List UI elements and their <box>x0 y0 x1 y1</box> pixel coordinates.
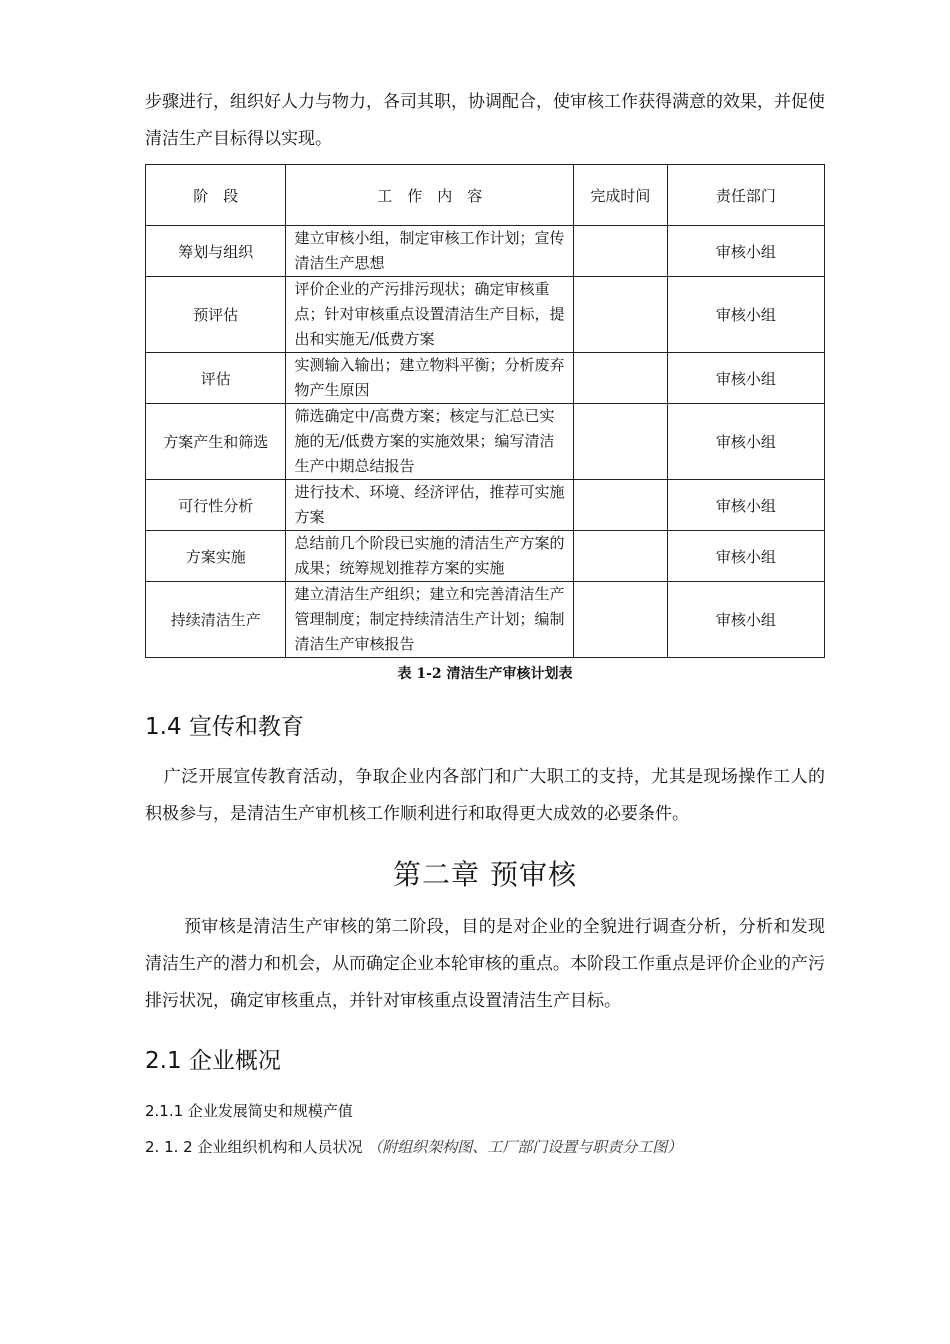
table-row <box>146 277 825 353</box>
subsection-2-1-1: 2.1.1 企业发展简史和规模产值 <box>145 1102 353 1120</box>
subsection-2-1-2 <box>145 1129 825 1165</box>
stage-cell: 方案实施 <box>146 531 286 582</box>
dept-cell: 审核小组 <box>667 226 824 277</box>
chapter-title: 第二章 预审核 <box>393 858 577 891</box>
time-cell <box>574 226 668 277</box>
stage-cell: 评估 <box>146 353 286 404</box>
table-caption: 表 1-2 清洁生产审核计划表 <box>397 666 573 682</box>
dept-cell: 审核小组 <box>667 404 824 480</box>
content-cell: 进行技术、环境、经济评估，推荐可实施方案 <box>286 480 574 531</box>
time-cell <box>574 404 668 480</box>
table-row <box>146 582 825 658</box>
table-row <box>146 531 825 582</box>
stage-cell: 持续清洁生产 <box>146 582 286 658</box>
time-cell <box>574 531 668 582</box>
header-content: 工 作 内 容 <box>286 165 574 226</box>
stage-cell: 方案产生和筛选 <box>146 404 286 480</box>
content-cell: 实测输入输出；建立物料平衡；分析废弃物产生原因 <box>286 353 574 404</box>
dept-cell: 审核小组 <box>667 353 824 404</box>
stage-cell: 筹划与组织 <box>146 226 286 277</box>
table-row <box>146 480 825 531</box>
dept-cell: 审核小组 <box>667 277 824 353</box>
content-cell: 建立清洁生产组织；建立和完善清洁生产管理制度；制定持续清洁生产计划；编制清洁生产审核报告 <box>286 582 574 658</box>
dept-cell: 审核小组 <box>667 582 824 658</box>
subsection-2-1-2-title: 2. 1. 2 企业组织机构和人员状况 <box>145 1138 363 1156</box>
table-row <box>146 404 825 480</box>
document-page <box>145 84 825 1165</box>
content-cell: 评价企业的产污排污现状；确定审核重点；针对审核重点设置清洁生产目标，提出和实施无/低费方案 <box>286 277 574 353</box>
table-row <box>146 353 825 404</box>
dept-cell: 审核小组 <box>667 480 824 531</box>
time-cell <box>574 353 668 404</box>
time-cell <box>574 277 668 353</box>
content-cell: 建立审核小组，制定审核工作计划；宣传清洁生产思想 <box>286 226 574 277</box>
dept-cell: 审核小组 <box>667 531 824 582</box>
table-header-row <box>146 165 825 226</box>
content-cell: 筛选确定中/高费方案；核定与汇总已实施的无/低费方案的实施效果；编写清洁生产中期总结报告 <box>286 404 574 480</box>
stage-cell: 可行性分析 <box>146 480 286 531</box>
content-cell: 总结前几个阶段已实施的清洁生产方案的成果；统筹规划推荐方案的实施 <box>286 531 574 582</box>
time-cell <box>574 480 668 531</box>
header-dept: 责任部门 <box>667 165 824 226</box>
intro-paragraph: 步骤进行，组织好人力与物力，各司其职，协调配合，使审核工作获得满意的效果，并促使清洁生产目标得以实现。 <box>145 92 825 149</box>
table-row <box>146 226 825 277</box>
subsection-2-1-2-note: （附组织架构图、工厂部门设置与职责分工图） <box>367 1138 683 1156</box>
audit-plan-table <box>145 164 825 658</box>
header-stage: 阶 段 <box>146 165 286 226</box>
stage-cell: 预评估 <box>146 277 286 353</box>
time-cell <box>574 582 668 658</box>
chapter-paragraph: 预审核是清洁生产审核的第二阶段，目的是对企业的全貌进行调查分析，分析和发现清洁生产的潜力和机会，从而确定企业本轮审核的重点。本阶段工作重点是评价企业的产污排污状况，确定审核重点，并针对审核重点设置清洁生产目标。 <box>145 917 825 1011</box>
section-heading-2-1: 2.1 企业概况 <box>145 1048 281 1074</box>
header-time: 完成时间 <box>574 165 668 226</box>
section-1-4-paragraph: 广泛开展宣传教育活动，争取企业内各部门和广大职工的支持，尤其是现场操作工人的积极参与，是清洁生产审机核工作顺利进行和取得更大成效的必要条件。 <box>145 767 825 824</box>
section-heading-1-4: 1.4 宣传和教育 <box>145 714 304 740</box>
